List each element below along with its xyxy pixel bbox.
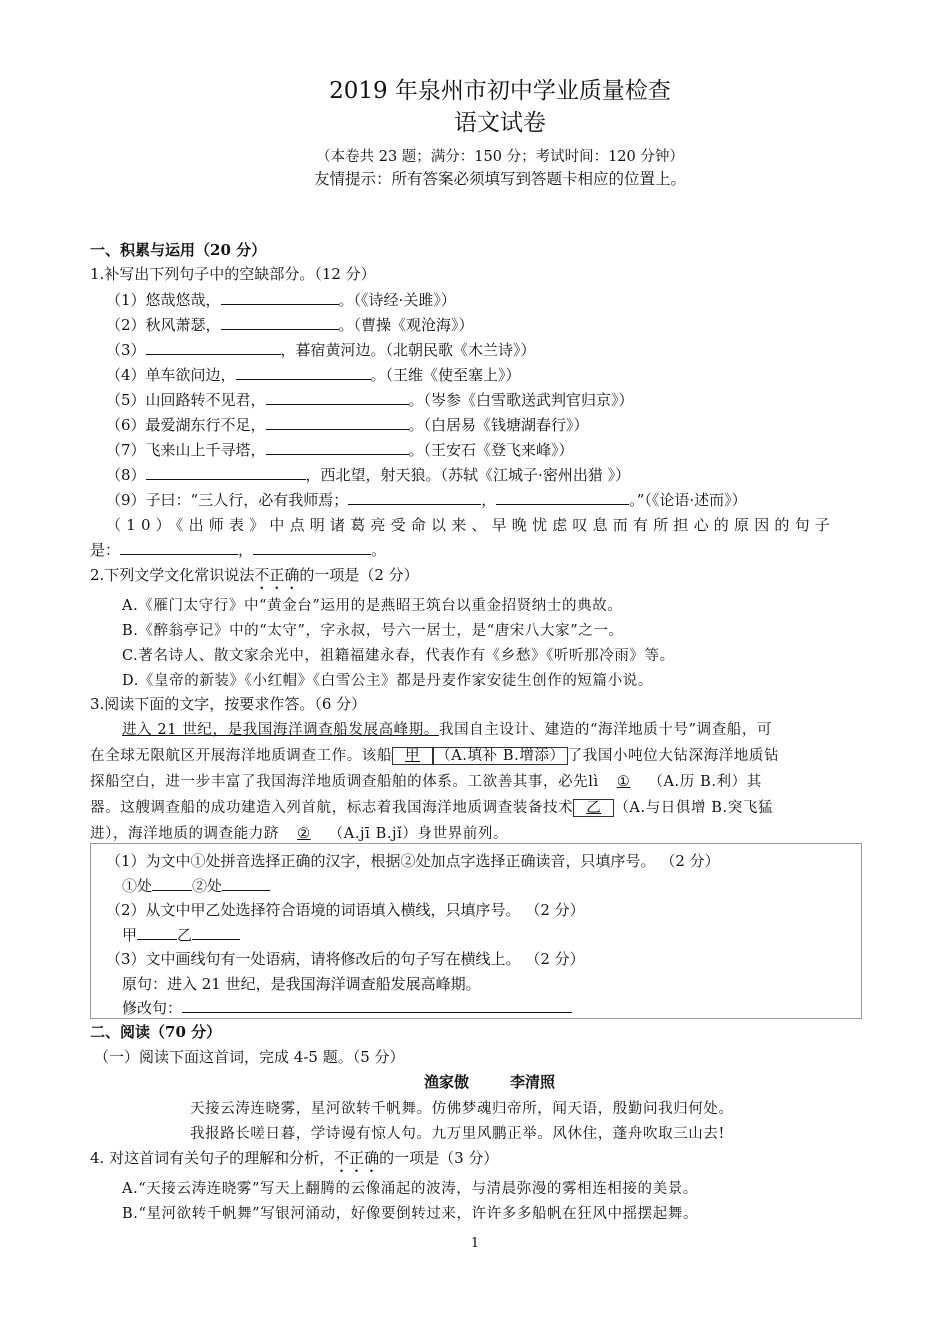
q3-revised-sentence [122,997,572,1018]
q1-item-9-post: 。”（《论语·述而》） [629,491,747,509]
q3-underlined-sentence: 进入 21 世纪，是我国海洋调查船发展高峰期。 [122,722,439,738]
q1-item-3 [106,339,536,360]
q3-passage-3-pre: 探船空白，进一步丰富了我国海洋地质调查船舶的体系。工欲善其事，必先lì [90,774,599,790]
q2-option-a[interactable]: A.《雁门太守行》中“黄金台”运用的是燕昭王筑台以重金招贤纳士的典故。 [122,598,623,614]
q3-sub2-blank-jia[interactable] [137,925,177,940]
q1-item-2-blank[interactable] [221,315,339,330]
poem-title: 渔家傲 [424,1073,470,1091]
q3-passage-4-pre: 器。这艘调查船的成功建造入列首航，标志着我国海洋地质调查装备技术 [90,800,574,816]
q3-sub2-label-jia: 甲 [122,926,138,944]
q1-item-7 [106,439,574,460]
exam-subtitle: 语文试卷 [454,110,546,136]
q3-revise-label: 修改句： [122,999,183,1017]
q4-stem-pre: 4. 对这首词有关句子的理解和分析， [90,1149,335,1167]
q3-jia-options: （A.填补 B.增添） [433,747,568,765]
q1-item-6-pre: （6）最爱湖东行不足， [106,416,266,434]
q1-item-6-post: 。（白居易《钱塘湖春行》） [408,416,589,434]
q1-item-9-mid: ， [481,491,497,509]
q2-option-b[interactable]: B.《醉翁亭记》中的“太守”，字永叔，号六一居士，是“唐宋八大家”之一。 [122,623,624,639]
q1-item-1-pre: （1）悠哉悠哉， [106,291,221,309]
q3-sub3: （3）文中画线句有一处语病，请将修改后的句子写在横线上。 （2 分） [106,950,585,968]
q1-item-7-post: 。（王安石《登飞来峰》） [408,441,574,459]
exam-title: 2019 年泉州市初中学业质量检查 [329,78,671,104]
q2-stem [90,564,419,593]
q1-item-10-mid: ， [238,541,254,559]
q1-item-8-blank[interactable] [146,465,306,480]
q3-revise-blank[interactable] [182,998,572,1013]
q4-option-b[interactable]: B.“星河欲转千帆舞”写银河涌动，好像要倒转过来，许许多多船帆在狂风中摇摆起舞。 [122,1206,699,1222]
q1-item-9-blank-b[interactable] [496,490,629,505]
q3-original-sentence: 原句：进入 21 世纪，是我国海洋调查船发展高峰期。 [122,975,481,993]
q1-item-10-line1: （10）《出师表》中点明诸葛亮受命以来、早晚忧虑叹息而有所担心的原因的句子 [106,516,835,534]
poem-line-1: 天接云涛连晓雾，星河欲转千帆舞。仿佛梦魂归帝所，闻天语，殷勤问我归何处。 [190,1101,734,1117]
q3-blank-2[interactable]: ② [297,826,311,842]
q3-sub2: （2）从文中甲乙处选择符合语境的词语填入横线，只填序号。 （2 分） [106,901,585,919]
q2-option-d[interactable]: D.《皇帝的新装》《小红帽》《白雪公主》都是丹麦作家安徒生创作的短篇小说。 [122,673,653,689]
q3-blank-jia[interactable]: 甲 [392,747,433,765]
q1-item-4-post: 。（王维《使至塞上》） [370,366,521,384]
q3-passage-5-pre: 进），海洋地质的调查能力跻 [90,826,280,842]
q2-stem-post: 的一项是（2 分） [299,566,419,584]
q1-item-4 [106,364,521,385]
q3-passage-1-rest: 我国自主设计、建造的“海洋地质十号”调查船，可 [438,722,773,738]
q3-yi-options: （A.与日俱增 B.突飞猛 [614,800,774,816]
section2-title: 二、阅读（70 分） [90,1023,222,1041]
page-number: 1 [470,1236,480,1251]
q1-item-2-pre: （2）秋风萧瑟， [106,316,221,334]
q1-item-2-post: 。（曹操《观沧海》） [338,316,474,334]
exam-info: （本卷共 23 题；满分：150 分；考试时间：120 分钟） [316,149,684,165]
q1-item-3-post: ，暮宿黄河边。（北朝民歌《木兰诗》） [280,341,536,359]
q3-passage-line2 [90,744,779,765]
q3-passage-line5 [90,822,508,843]
q3-sub1: （1）为文中①处拼音选择正确的汉字，根据②处加点字选择正确读音，只填序号。 （2 分） [106,852,720,870]
q3-passage-line1 [122,718,772,739]
section1-title: 一、积累与运用（20 分） [90,241,267,259]
q1-item-7-pre: （7）飞来山上千寻塔， [106,441,266,459]
q1-item-8-post: ，西北望，射天狼。（苏轼《江城子·密州出猎 》） [305,466,631,484]
q1-item-6-blank[interactable] [266,415,409,430]
q2-stem-emphasis: 不正确 [254,566,300,584]
q1-item-1 [106,289,456,310]
q1-item-9-blank-a[interactable] [348,490,481,505]
q3-passage-line4 [90,796,773,817]
poem-line-2: 我报路长嗟日暮，学诗谩有惊人句。九万里风鹏正举。风休住，蓬舟吹取三山去! [190,1126,725,1142]
q3-sub1-blank-a[interactable] [152,876,192,891]
q1-item-10-blank-b[interactable] [253,540,371,555]
q1-item-8-pre: （8） [106,466,146,484]
q1-item-6 [106,414,589,435]
q1-item-5-pre: （5）山回路转不见君， [106,391,266,409]
poem-author: 李清照 [510,1073,556,1091]
q4-option-a[interactable]: A.“天接云涛连晓雾”写天上翻腾的云像涌起的波涛，与清晨弥漫的雾相连相接的美景。 [122,1181,698,1197]
q3-sub2-label-yi: 乙 [177,926,193,944]
q1-item-5 [106,389,634,410]
q3-passage-2-post: 了我国小吨位大钻深海洋地质钻 [567,748,780,764]
q1-item-5-blank[interactable] [266,390,409,405]
q1-item-4-blank[interactable] [236,365,371,380]
q3-blank-yi[interactable]: 乙 [573,799,614,817]
q3-passage-line3 [90,770,762,791]
q3-sub1-label-b: ②处 [192,877,223,895]
q3-stem: 3.阅读下面的文字，按要求作答。（6 分） [90,695,367,713]
q3-blank-1[interactable]: ① [616,774,631,790]
q1-item-10-pre: 是： [90,541,121,559]
q1-item-8 [106,464,630,485]
q3-blank-1-options: （A.历 B.利）其 [648,774,762,790]
q3-sub2-blank-yi[interactable] [192,925,240,940]
q3-blank-2-options: （A.jī B.jǐ）身世界前列。 [328,826,509,842]
q1-item-3-pre: （3） [106,341,146,359]
q1-item-4-pre: （4）单车欲问边， [106,366,236,384]
q1-item-5-post: 。（岑参《白雪歌送武判官归京》） [408,391,634,409]
q3-sub1-blank-b[interactable] [222,876,270,891]
q1-item-10-post: 。 [371,541,387,559]
q4-stem-emphasis: 不正确 [334,1149,380,1167]
q1-item-2 [106,314,474,335]
q4-stem [90,1147,498,1176]
q1-stem: 1.补写出下列句子中的空缺部分。（12 分） [90,265,376,283]
q3-sub1-label-a: ①处 [122,877,153,895]
q3-sub1-answer [122,875,270,896]
reading-part1-intro: （一）阅读下面这首词，完成 4-5 题。（5 分） [94,1048,405,1066]
exam-tip: 友情提示：所有答案必须填写到答题卡相应的位置上。 [313,170,686,188]
q2-option-c[interactable]: C.著名诗人、散文家余光中，祖籍福建永春，代表作有《乡愁》《听听那冷雨》等。 [122,648,675,664]
q3-sub2-answer [122,924,240,945]
q1-item-10-line2 [90,539,386,560]
q1-item-3-blank[interactable] [146,340,281,355]
q1-item-10-blank-a[interactable] [120,540,238,555]
q4-stem-post: 的一项是（3 分） [379,1149,499,1167]
q3-passage-2-pre: 在全球无限航区开展海洋地质调查工作。该船 [90,748,392,764]
q1-item-9 [106,489,747,510]
q1-item-1-blank[interactable] [221,290,339,305]
q1-item-9-pre: （9）子曰：“三人行，必有我师焉； [106,491,349,509]
q1-item-1-post: 。（《诗经·关雎》） [338,291,456,309]
q2-stem-pre: 2.下列文学文化常识说法 [90,566,255,584]
q1-item-7-blank[interactable] [266,440,409,455]
